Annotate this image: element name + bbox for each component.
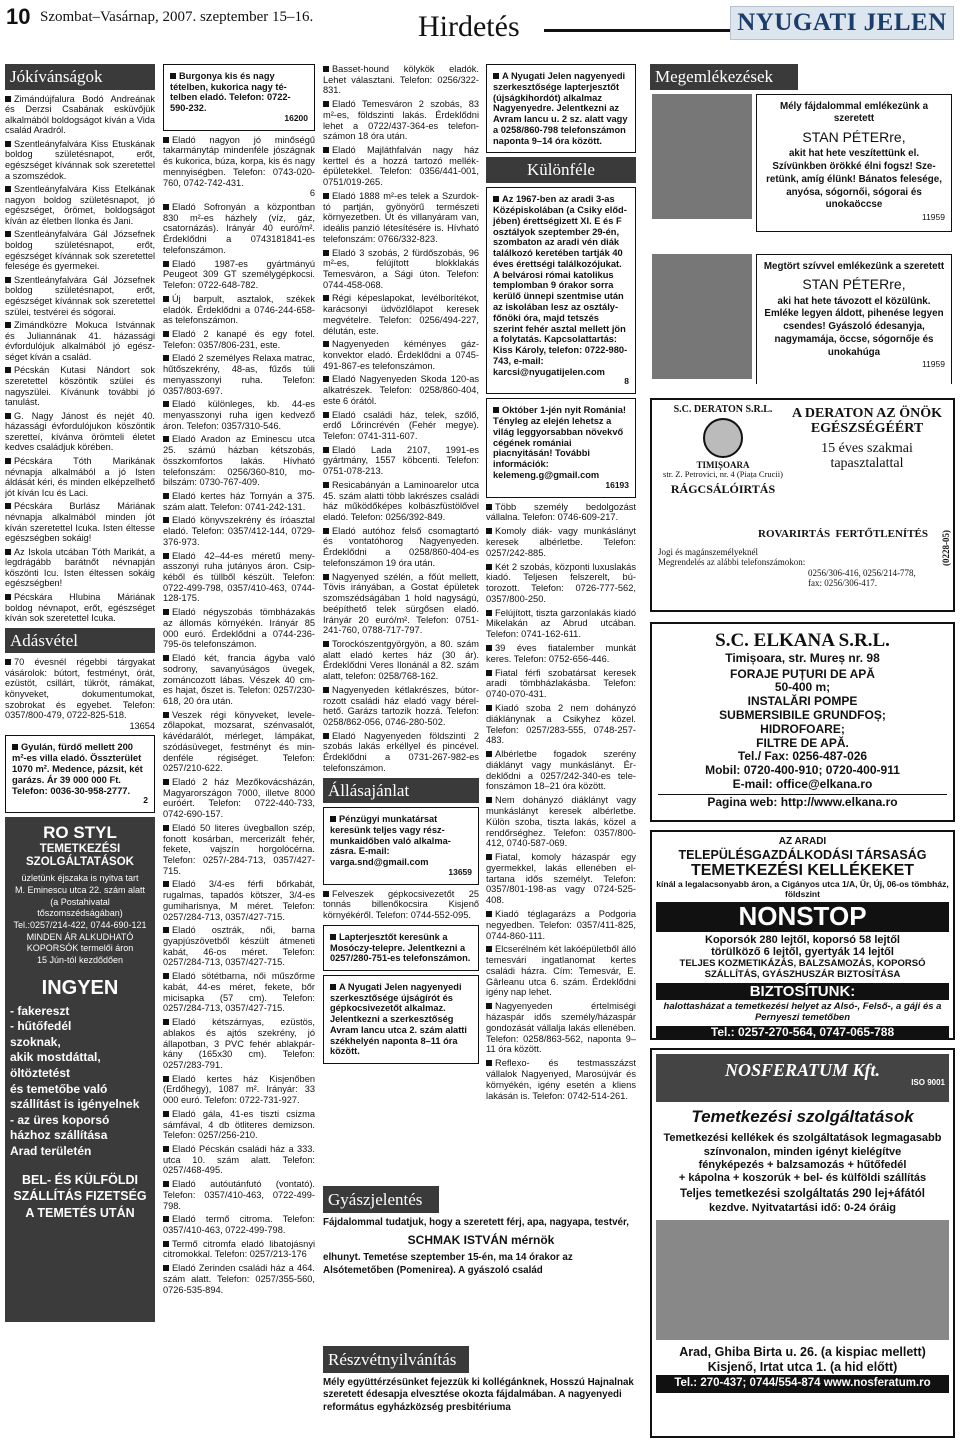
deraton-service-2: FERTŐTLENÍTÉS xyxy=(835,528,928,540)
sale-heading: Adásvétel xyxy=(5,628,155,654)
classified-text: Két 2 szobás, központi luxuslakás kiadó. Teljesen felszerelt, bútorozott. Telefon: 0726-777-562, 0357/800-250. xyxy=(486,561,636,604)
nosferatum-header xyxy=(656,1054,949,1102)
memorial-1-intro: Mély fájdalommal emlékezünk a szeretett xyxy=(779,100,929,125)
classified-item xyxy=(323,889,479,921)
nosferatum-title: Temetkezési szolgáltatások xyxy=(691,1107,914,1126)
classified-item xyxy=(323,572,479,636)
romania-box xyxy=(486,398,636,497)
classified-item xyxy=(486,502,636,524)
elkana-address: Timișoara, str. Mureș nr. 98 xyxy=(725,650,880,665)
classified-item xyxy=(163,653,315,707)
classified-text: Eladó Temesváron 2 szobás, 83 m²-es, földszinti lakás. Érdeklődni lehet a 0722/437-364-es telefonszámon 18 óra után. xyxy=(323,99,479,142)
classified-text: Eladó négyszobás tömbházakás az állomás környékén. Irányár 85 000 euró. Érdeklődni a 0744-236-795-ös telefonszámon. xyxy=(163,607,315,650)
classified-item xyxy=(323,248,479,291)
classified-text: Eladó Sofronyán a központban 830 m²-es házhely (víz, gáz, csatornázás). Irányár 40 euró/m². Érdeklődni a 0743181841-es telefonszámon. xyxy=(163,202,315,255)
job-box-1-text: Pénzügyi munkatársat keresünk teljes vagy részmunkaidőben való alkalmazásra. E-mail: varga.snd@gmail.com xyxy=(330,814,451,868)
nosferatum-photo xyxy=(656,1220,949,1340)
classified-text: Pécskára Hlubina Máriának boldog névnapot, erőt, egészséget kíván sok szeretettel Icuka. xyxy=(5,591,155,624)
ro-styl-line: MINDEN ÁR ALKUDHATÓ xyxy=(26,931,134,942)
reunion-ref: 8 xyxy=(624,376,629,387)
memorial-1-text: akit hat hete veszítettünk el. Szívünkben örökké élni fogsz! Szeretünk, amíg élünk! Bánatos felesége, anyósa, sógornői, sógorai és unokaöccse xyxy=(766,148,942,211)
memorial-2-ref: 11959 xyxy=(921,359,945,370)
classified-item xyxy=(163,202,315,256)
nonstop-line-4: halottasházat a temetkezési helyet az Alsó-, Felső-, a gáji és a Pernyeszi temetőben xyxy=(663,1001,942,1023)
ro-styl-line: üzletünk éjszaka is nyitva tart xyxy=(21,873,139,884)
classified-text: Eladó Nagyenyeden földszinti 2 szobás lakás erkéllyel és pincével. Érdeklődni a 0731-267-982-es telefonszámon. xyxy=(323,730,479,773)
nosferatum-iso: ISO 9001 xyxy=(911,1078,945,1087)
ro-styl-list xyxy=(10,1004,150,1160)
classified-item xyxy=(486,643,636,665)
potato-ad-text: Burgonya kis és nagy tételben, kukorica nagy tételben eladó. Telefon: 0722-590-232. xyxy=(170,71,291,114)
classified-text: Eladó Majláthfalván nagy ház kerttel és a hozzá tartozó melléképületekkel. Telefon: 0356/441-001, 0751/019-265. xyxy=(323,145,479,188)
job-box-2 xyxy=(323,925,479,971)
classified-text: Eladó kertes ház Kisjenőben (Erdőhegy), 1087 m². Irányár: 33 000 euró. Telefon: 0722-731-927. xyxy=(163,1073,315,1106)
classified-text: Több személy bedolgozást vállalna. Telefon: 0746-609-217. xyxy=(486,501,636,523)
elkana-line-2: 50-400 m; xyxy=(774,680,831,695)
ro-styl-line: M. Eminescu utca 22. szám alatt xyxy=(14,884,146,895)
classified-text: Nagyenyed szélén, a főút mellett, Tövis irányában, a Gostat épületek szomszédságában 1 hold nagyságú, beépíthető telek sürgősen eladó. Irányár 20 euró/m². Telefon: 0751-241-760, 0788-717-797. xyxy=(323,571,479,636)
memorial-2-text: aki hat hete távozott el közülünk. Emléke legyen áldott, pihenése legyen csendes! Gyászoló édesanyja, nagymamája, öccse, sógornője és unokahúga xyxy=(764,295,944,358)
ro-styl-list-item: szállítást is igényelnek xyxy=(10,1097,140,1112)
nonstop-line-3: TELJES KOZMETIKÁZÁS, BALZSAMOZÁS, KOPORSÓ SZÁLLÍTÁS, GYÁSZHUSZÁR BIZTOSÍTÁSA xyxy=(679,957,926,980)
nonstop-header-4: kínál a legalacsonyabb áron, a Cigányos utca 1/A, Űr, Új, 06-os tömbház, földszint xyxy=(656,879,949,900)
classified-item xyxy=(486,944,636,998)
classified-text: Eladó két, francia ágyba való sodrony, savanyúságos üvegek, zománcozott lábas. Vészek 40 cm-es hajat, őszet is. Telefon: 0257/230-618, 20 óra után. xyxy=(163,653,315,706)
classified-text: Felújított, tiszta garzonlakás kiadó Mikelakán az Abrud utcában. Telefon: 0741-162-611. xyxy=(486,607,636,640)
column-memorial xyxy=(650,64,955,384)
classified-item xyxy=(163,1144,315,1176)
classified-text: Eladó Lada 2107, 1991-es gyártmány, 1557 köbcenti. Telefon: 0751-078-213. xyxy=(323,444,479,477)
classified-text: Kiadó szoba 2 nem dohányzó diáklánynak a Csikyhez közel. Telefon: 0257/283-555, 0748-257-483. xyxy=(486,702,636,746)
classified-text: Zimándújfalura Bodó Andreának és Derzsi Csabának esküvőjük alkalmából boldogságot kíván a Vida család Aradról. xyxy=(5,93,155,136)
potato-ad-box xyxy=(163,64,315,131)
ro-styl-line: 15 Jún-tól kezdődően xyxy=(36,954,124,965)
deraton-title-area xyxy=(792,406,942,472)
classified-text: Kiadó téglagarázs a Podgoria negyedben. Telefon: 0357/411-825, 0744-860-111. xyxy=(486,909,636,941)
classified-item xyxy=(486,562,636,605)
classified-text: Reflexo- és testmasszázst vállalok Nagyenyed, Marosújvár és környékén, igény esetén a kliens lakásán is. Telefon: 0742-514-261. xyxy=(486,1058,636,1101)
romania-ref: 16193 xyxy=(605,479,629,490)
classified-text: Eladó könyvszekrény és íróasztal eladó. Telefon: 0357/412-144, 0729-376-973. xyxy=(163,515,315,547)
deraton-ad xyxy=(650,398,955,612)
condolence-notice xyxy=(323,1346,639,1440)
classified-text: Eladó Pécskán családi ház a 333. utca 10. szám alatt. Telefon: 0257/468-495. xyxy=(163,1143,315,1176)
classified-text: Eladó 2 ház Mezőkovácsházán, Magyarországon 7000, illetve 8000 euróért. Telefon: 0722-440-733, 0742-690-157. xyxy=(163,776,315,820)
deraton-title: A DERATON AZ ÖNÖK EGÉSZSÉGÉÉRT xyxy=(792,406,943,437)
ro-styl-footer: BEL- ÉS KÜLFÖLDI SZÁLLÍTÁS FIZETSÉG A TEMETÉS UTÁN xyxy=(13,1172,147,1221)
classified-text: Az Iskola utcában Tóth Marikát, a legdrágább barátnőt névnapján köszönti Icu. Isten éltessen sokáig egészségben! xyxy=(5,546,155,589)
ro-styl-list-item: szoknak, xyxy=(10,1034,61,1049)
classified-text: Pécskán Kutasi Nándort sok szeretettel köszöntik szülei és nagyszülei. Kívánunk további jó tanulást. xyxy=(5,365,155,408)
nosferatum-phone: Tel.: 270-437; 0744/554-874 www.nosferatum.ro xyxy=(656,1375,949,1393)
classified-item xyxy=(486,703,636,746)
classified-item xyxy=(486,909,636,941)
classified-item xyxy=(163,925,315,968)
job-box-1-ref: 13659 xyxy=(448,866,472,877)
classified-text: Szentleányfalvára Gál Józsefnek boldog születésnapot, erőt, egészséget kívánnak sok szeretettel felesége és gyermekei. xyxy=(5,229,155,272)
sale-list-2 xyxy=(163,135,315,1296)
deraton-side-ref: (0228-05) xyxy=(940,530,951,566)
elkana-line-6: FILTRE DE APĂ. xyxy=(756,735,849,750)
classified-item xyxy=(323,374,479,406)
classified-item xyxy=(163,777,315,820)
classified-text: Szentleányfalvára Gál Józsefnek boldog születésnapot, erőt, egészséget kívánnak sok szeretettel szülei, testvérei és sógorai. xyxy=(5,274,155,317)
classified-text: 70 évesnél régebbi tárgyakat vásárolok: bútort, festményt, órát, ezüstöt, csillárt, tükröt, rámákat, könyveket, dokumentumokat, szobrokat és egyebet. Telefon: 0357/800-479, 0722-825-518. xyxy=(5,657,155,721)
ro-styl-subtitle: TEMETKEZÉSI SZOLGÁLTATÁSOK xyxy=(26,842,134,868)
classified-text: Nem dohányzó diáklányt vagy munkáslányt keresek albérletbe. Külön szoba, tiszta lakás, közel a rendőrséghez. Telefon: 0357/800-412, 0740-587-069. xyxy=(486,795,636,849)
classified-item xyxy=(163,329,315,350)
classified-item xyxy=(323,526,479,569)
nosferatum-brand: NOSFERATUM Kft. xyxy=(724,1060,881,1080)
funeral-text: Fájdalommal tudatjuk, hogy a szeretett férj, apa, nagyapa, testvér, xyxy=(323,1217,629,1229)
classified-item xyxy=(163,823,315,877)
classified-text: Új barpult, asztalok, székek eladók. Érdeklődni a 0746-244-658-as telefonszámon. xyxy=(163,293,315,326)
classified-text: Eladó autóhoz felső csomagtartó és vontatóhorog Nagyenyeden. Érdeklődni a 0258/860-404-es telefonszámon 19 óra után. xyxy=(323,525,479,568)
classified-text: Torockószentgyörgyön, a 80. szám alatt eladó kertes ház (30 ár). Érdeklődni Veres Ilonánál a 82. szám alatt, telefon: 0258/768-162. xyxy=(323,638,479,682)
classified-text: Nagyenyeden kéményes gázkonvektor eladó. Érdeklődni a 0745-491-867-es telefonszámon. xyxy=(323,339,479,371)
classified-item xyxy=(5,320,155,362)
ro-styl-lines xyxy=(10,873,150,967)
classified-item xyxy=(5,365,155,407)
classified-text: Eladó 1987-es gyártmányú Peugeot 309 GT személygépkocsi. Telefon: 0722-648-782. xyxy=(163,258,315,291)
elkana-line-5: HIDROFOARE; xyxy=(760,721,845,736)
nonstop-header-3: TEMETKEZÉSI KELLÉKEKET xyxy=(690,861,915,879)
funeral-notice xyxy=(323,1186,639,1336)
deraton-logo xyxy=(658,404,788,497)
ro-styl-list-item: öltöztetést xyxy=(10,1066,70,1080)
classified-item xyxy=(5,657,155,731)
classified-item xyxy=(5,501,155,543)
classified-text: Eladó kertes ház Tornyán a 375. szám alatt. Telefon: 0741-242-131. xyxy=(163,491,315,512)
classified-text: Eladó sötétbarna, női műszőrme kabát, 44-es méret, fekete, bőr micisapka (57 cm). Telefon: 0257/284-713, 0357/427-715. xyxy=(163,971,315,1014)
classified-item xyxy=(486,526,636,558)
classified-item xyxy=(5,94,155,136)
ro-styl-line: tőszomszédságában) xyxy=(37,908,123,919)
job-box-1 xyxy=(323,807,479,884)
classified-item xyxy=(323,639,479,682)
nosferatum-line-1: Temetkezési kellékek és szolgáltatások legmagasabb színvonalon, minden igényt kielégítve xyxy=(663,1132,942,1158)
classified-text: Eladó termő citroma. Telefon: 0357/410-463, 0722-499-798. xyxy=(163,1214,315,1236)
nonstop-header-2: TELEPÜLÉSGAZDÁLKODÁSI TÁRSASÁG xyxy=(678,847,927,862)
elkana-web: Pagina web: http://www.elkana.ro xyxy=(658,794,947,810)
classified-item xyxy=(163,353,315,396)
classified-text: Szentleányfalvára Kiss Etuskának boldog születésnapot, erőt, egészséget kívánnak sok szeretettel a szomszédok. xyxy=(5,138,155,181)
classified-text: Szentleányfalvára Kiss Etelkának nagyon boldog születésnapot, jó egészséget, örömet, boldogságot kíván az életben Ilonka és Jani. xyxy=(5,184,155,226)
portrait-2 xyxy=(652,254,752,379)
nonstop-phone: Tel.: 0257-270-564, 0747-065-788 xyxy=(656,1026,949,1040)
misc-heading: Különféle xyxy=(486,157,636,183)
classified-item xyxy=(323,293,479,336)
nosferatum-line-3: + kápolna + koszorúk + bel- és külföldi szállítás xyxy=(678,1171,927,1184)
issue-date: Szombat–Vasárnap, 2007. szeptember 15–16. xyxy=(40,9,314,25)
nonstop-ad xyxy=(650,830,955,1040)
nonstop-line-2: törülköző 6 lejtől, gyertyák 14 lejtől xyxy=(711,946,894,959)
page-number: 10 xyxy=(6,4,31,29)
greetings-list xyxy=(5,94,155,624)
job-box-3-text: A Nyugati Jelen nagyenyedi szerkesztősége újságírót és gépkocsivezetőt alkalmaz. Jelentkezni a szerkesztőség Avram Iancu utca 2. szám alatti székhelyén naponta 8–11 óra között. xyxy=(330,982,467,1057)
classified-item xyxy=(163,1109,315,1141)
funeral-text-2: elhunyt. Temetése szeptember 15-én, ma 14 órakor az Alsótemetőben (Pomenirea). A gyászoló család xyxy=(323,1252,573,1276)
reunion-text: Az 1967-ben az aradi 3-as Középiskolában (a Csiky elődjében) érettségizett XI. E és F osztályok szeptember 29-én, szombaton az aradi vén diák találkozó keretében tartják 40 éves érettségi találkozójukat. A belvárosi római katolikus templomban 9 órakor sorra kerülő ünnepi szentmise után az iskolában lesz az osztályfőnöki óra, majd tetszés szerint fehér asztal mellett jön a folytatás. Kapcsolattartás: Kiss Károly, telefon: 0722-980-743, e-mail: karcsi@nyugatijelen.com xyxy=(493,194,628,377)
classified-text: Eladó 50 literes üvegballon szép, fonott kosárban, mercerizált fehér, fekete, vajszín horgolócérna. Telefon: 0257/-284-713, 0357/427-715. xyxy=(163,822,315,876)
nosferatum-address-2: Kisjenő, Irtat utca 1. (a hid előtt) xyxy=(707,1360,898,1375)
potato-ad-ref: 16200 xyxy=(284,112,308,123)
job-box-3 xyxy=(323,975,479,1064)
romania-text: Október 1-jén nyit Románia! Tényleg az elején lehetsz a világ leggyorsabban növekvő cégének romániai piacnyitásán! További információk: kelemeng.g@gmail.com xyxy=(493,405,626,481)
classified-text: Pécskára Burlász Máriának névnapja alkalmából minden jót kíván szeretettel Icuka. Isten éltesse egészségben sokáig! xyxy=(5,501,155,544)
sale-list xyxy=(5,657,155,731)
classified-text: Nagyenyeden értelmiségi házaspár idős személy/házaspár gondozását vállalja lakás ellenében. Telefon: 0258/863-562, naponta 9–11 óra között. xyxy=(486,1001,636,1055)
elkana-line-1: FORAJE PUȚURI DE APĂ xyxy=(730,666,875,681)
classified-text: Elcserélném két lakóépületből álló temesvári ingatlanomat kertes családi házra. Cím: Temesvár, E. Gârleanu utca 6. szám. Érdeklődni igény nap lehet. xyxy=(486,944,636,998)
ro-styl-list-item: - hűtőfedél xyxy=(10,1019,72,1034)
classified-item xyxy=(163,1017,315,1071)
nosferatum-address: Arad, Ghiba Birta u. 26. (a kispiac mellett) xyxy=(679,1345,926,1360)
villa-ad-box xyxy=(5,735,155,813)
classified-text: Eladó 42–44-es méretű menyasszonyi ruha jutányos áron. Csipkéből és tüllből készült. Telefon: 0722-499-798, 0357/410-463, 0744-128-175. xyxy=(163,550,315,604)
newspaper-logo: NYUGATI JELEN xyxy=(730,6,954,40)
misc-list xyxy=(486,502,636,1102)
classified-item xyxy=(163,1074,315,1106)
classified-item xyxy=(486,852,636,906)
classified-item xyxy=(163,434,315,488)
elkana-email: E-mail: office@elkana.ro xyxy=(732,777,873,792)
deraton-service-1: ROVARIRTÁS xyxy=(758,528,831,540)
classified-item xyxy=(323,410,479,442)
classified-text: Eladó 2 személyes Relaxa matrac, hűtőszekrény, 48-as, fűzős túli menyasszonyi ruha. Telefon: 0357/803-697. xyxy=(163,353,315,396)
ro-styl-list-item: - fakereszt xyxy=(10,1003,70,1018)
funeral-heading: Gyászjelentés xyxy=(323,1186,439,1213)
classified-item xyxy=(5,275,155,317)
classified-item xyxy=(163,710,315,774)
deraton-address: str. Z. Petrovici, nr. 4 (Piața Crucii) xyxy=(663,469,783,480)
classified-item xyxy=(5,456,155,498)
classified-item xyxy=(163,879,315,922)
elkana-title: S.C. ELKANA S.R.L. xyxy=(715,630,890,651)
classified-item xyxy=(323,191,479,245)
portrait-1 xyxy=(652,94,752,219)
classified-text: Eladó Aradon az Eminescu utca 25. számú házban kétszobás, összkomfortos lakás. Hívható telefonszám: 0256/360-810, mobilszám: 0730-767-409. xyxy=(163,434,315,488)
classified-item xyxy=(163,491,315,512)
classified-text: Eladó nagyon jó minőségű takarmánytáp mindenféle jószágnak és kukorica, búza, korpa, kis és nagy mennyiségben. Telefon: 0743-020-760, 0742-742-431. xyxy=(163,134,315,188)
classified-item xyxy=(486,749,636,792)
classified-text: Albérletbe fogadok szerény diáklányt vagy munkáslányt. Érdeklődni a 0257/242-340-es telefonszámon 18–21 óra között. xyxy=(486,749,636,792)
deraton-brand: S.C. DERATON S.R.L. xyxy=(673,404,773,415)
classified-item xyxy=(486,795,636,849)
distributor-box xyxy=(486,64,636,153)
classified-item xyxy=(163,399,315,431)
memorial-1-name: STAN PÉTERre, xyxy=(802,129,906,146)
classified-item xyxy=(163,135,315,199)
nosferatum-ad xyxy=(650,1048,955,1438)
funeral-name: SCHMAK ISTVÁN mérnök xyxy=(407,1233,555,1248)
classified-item xyxy=(5,184,155,226)
ro-styl-list-item: és temetőbe való xyxy=(10,1081,108,1096)
classified-text: 39 éves fiatalember munkát keres. Telefon: 0752-656-446. xyxy=(486,643,636,664)
classified-item xyxy=(163,607,315,650)
sale-list-3 xyxy=(323,64,479,774)
ro-styl-list-item: - az üres koporsó xyxy=(10,1112,110,1127)
classified-ref: 13654 xyxy=(129,720,155,731)
classified-text: Felveszek gépkocsivezetőt 25 tonnás billenőkocsira Kisjenő környékéről. Telefon: 0744-552-095. xyxy=(323,888,479,921)
deraton-clients: Jogi és magánszemélyeknél xyxy=(658,546,758,557)
classified-item xyxy=(323,731,479,774)
deraton-emblem xyxy=(703,418,743,458)
nonstop-header-1: AZ ARADI xyxy=(778,836,827,847)
job-list xyxy=(323,889,479,921)
classified-item xyxy=(163,515,315,547)
elkana-ad xyxy=(650,622,955,822)
classified-item xyxy=(163,971,315,1014)
ro-styl-line: KOPORSÓK termelői áron xyxy=(26,943,134,954)
classified-item xyxy=(163,294,315,326)
classified-item xyxy=(163,1263,315,1295)
classified-text: Eladó 3 szobás, 2 fürdőszobás, 96 m²-es, felújított blokklakás Temesváron, a Sági úton. Telefon: 0744-458-068. xyxy=(323,247,479,290)
classified-text: Eladó 1888 m²-es telek a Szurdok-tó partján, gyönyörű természeti környezetben. Út és villanyáram van, ideális panzió létesítésére is. Hívható telefonszám: 0766/332-823. xyxy=(323,190,479,244)
ro-styl-ad xyxy=(5,817,155,1322)
header-rule xyxy=(544,29,734,32)
nosferatum-line-5: kezdve. Nyitvatartási idő: 0-24 óráig xyxy=(708,1201,897,1214)
classified-item xyxy=(323,99,479,142)
classified-item xyxy=(323,445,479,477)
job-box-2-text: Lapterjesztőt keresünk a Mosóczy-telepre. Jelentkezni a 0257/280-751-es telefonszámon. xyxy=(330,931,471,964)
nosferatum-line-4: Teljes temetkezési szolgáltatás 290 lej+áfától xyxy=(680,1188,925,1201)
classified-text: Eladó Nagyenyeden Skoda 120-as alkatrészek. Telefon: 0258/860-404, este 6 órától. xyxy=(323,374,479,406)
column-sale-2 xyxy=(163,64,315,1440)
classified-item xyxy=(323,64,479,96)
elkana-line-3: INSTALĂRI POMPE xyxy=(747,694,858,709)
elkana-phone: Tel./ Fax: 0256-487-026 xyxy=(737,749,868,764)
classified-item xyxy=(323,339,479,371)
classified-text: Eladó családi ház, telek, szőlő, erdő Lőrincrévén (Fehér megye). Telefon: 0741-311-607. xyxy=(323,409,479,441)
classified-text: Komoly diák- vagy munkáslányt keresek albérletbe. Telefon: 0257/242-885. xyxy=(486,526,636,558)
distributor-text: A Nyugati Jelen nagyenyedi szerkesztősége lapterjesztőt (újságkihordót) alkalmaz Nagyenyedre. Jelentkezni az Avram Iancu u. 2 sz. alatt vagy a 0258/860-798 telefonszámon naponta 9–14 óra között. xyxy=(493,71,628,146)
ro-styl-line: (a Postahivatal xyxy=(50,896,110,907)
elkana-line-4: SUBMERSIBILE GRUNDFOȘ; xyxy=(719,708,886,723)
classified-item xyxy=(163,1239,315,1260)
section-title: Hirdetés xyxy=(418,10,520,43)
classified-text: Eladó Zerinden családi ház a 464. szám alatt. Telefon: 0257/355-560, 0726-535-894. xyxy=(163,1263,315,1295)
job-heading: Állásajánlat xyxy=(323,778,479,804)
elkana-mobile: Mobil: 0720-400-910; 0720-400-911 xyxy=(705,763,900,778)
classified-item xyxy=(163,1179,315,1211)
memorial-2-intro: Megtört szívvel emlékezünk a szeretett xyxy=(763,260,945,272)
classified-text: Eladó autóutánfutó (vontató). Telefon: 0357/410-463, 0722-499-798. xyxy=(163,1179,315,1211)
nonstop-banner-2: BIZTOSÍTUNK: xyxy=(656,983,949,1000)
memorial-2 xyxy=(756,254,952,384)
classified-text: Fiatal, komoly házaspár egy gyermekkel, lakás ellenében eltartana idős személyt. Telefon: 0357/801-198-as vagy 0724-525-408. xyxy=(486,852,636,906)
deraton-order: Megrendelés az alábbi telefonszámokon: xyxy=(658,557,806,568)
villa-ad-ref: 2 xyxy=(143,795,148,806)
classified-text: Eladó 2 kanapé és egy fotel. Telefon: 0357/806-231, este. xyxy=(163,328,315,350)
classified-item xyxy=(5,547,155,589)
classified-text: Eladó kétszárnyas, ezüstös, ablakos és ajtós szekrény, jó állapotban, 3 PVC fehér ablakpárkány (165x30 cm). Telefon: 0257/283-791. xyxy=(163,1017,315,1070)
classified-item xyxy=(323,685,479,728)
reunion-box xyxy=(486,187,636,394)
villa-ad-text: Gyulán, fürdő mellett 200 m²-es villa eladó. Összterület 1070 m². Medence, pázsit, két garázs. Ár 39 000 000 Ft. Telefon: 0036-30-958-2777. xyxy=(12,741,143,796)
classified-item xyxy=(486,1001,636,1055)
classified-item xyxy=(5,139,155,181)
classified-item xyxy=(5,592,155,624)
memorial-heading: Megemlékezések xyxy=(650,64,798,90)
classified-text: Eladó gála, 41-es tiszti csizma sámfával, 4 db ötliteres demizson. Telefon: 0257/256-210. xyxy=(163,1108,315,1141)
classified-item xyxy=(163,259,315,291)
memorial-area xyxy=(650,94,955,384)
ro-styl-list-item: házhoz szállítása xyxy=(10,1128,108,1143)
classified-item xyxy=(486,608,636,640)
classified-text: Pécskára Tóth Marikának névnapja alkalmából a jó Isten áldását kéri, és minden elképzelhető jót kíván Icu és Laci. xyxy=(5,456,155,498)
classified-text: G. Nagy Jánost és nejét 40. házassági évfordulójukon köszöntik szeretteí, kívánva örömteli életet kedves családjuk körében. xyxy=(5,410,155,453)
classified-text: Basset-hound kölykök eladók. Lehet választani. Telefon: 0256/322-831. xyxy=(323,64,479,96)
condolence-heading: Részvétnyilvánítás xyxy=(323,1346,469,1373)
ro-styl-list-item: akik mostdáttal, xyxy=(10,1050,101,1065)
classified-text: Eladó különleges, kb. 44-es menyasszonyi ruha igen kedvező áron. Telefon: 0357/310-546. xyxy=(163,399,315,431)
classified-text: Veszek régi könyveket, levelezőlapokat, mozsarat, szénvasalót, kávédarálót, mérleget, lámpákat, szódásüveget, festményt és mindenféle régiséget. Telefon: 0257/210-622. xyxy=(163,709,315,774)
memorial-1-ref: 11959 xyxy=(921,212,945,223)
classified-text: Eladó 3/4-es férfi bőrkabát, rugalmas, tapadós kötszer, 3/4-es gumiharisnya, M méret. Telefon: 0257/284-713, 0357/427-715. xyxy=(163,879,315,922)
classified-text: Régi képeslapokat, levélborítékot, karácsonyi üdvözlőlapot keresek megvételre. Telefon: 0256/494-227, délután, este. xyxy=(323,293,479,336)
classified-item xyxy=(486,668,636,700)
classified-text: Nagyenyeden kétlakrészes, bútorrozott családi ház eladó vagy bérelhető. Garázs tartozik hozzá. Telefon: 0258/862-056, 0746-280-502. xyxy=(323,684,479,727)
deraton-phones: 0256/306-416, 0256/214-778, fax: 0256/306-417. xyxy=(808,567,916,589)
ro-styl-list-item: Arad területén xyxy=(10,1143,92,1158)
deraton-service: RÁGCSÁLÓIRTÁS xyxy=(670,481,776,496)
ro-styl-banner: INGYEN xyxy=(41,976,119,999)
page-header xyxy=(0,0,960,48)
classified-item xyxy=(323,145,479,188)
classified-text: Zimándközre Mokuca Istvánnak és Juliannának 41. házassági évfordulójuk alkalmából jó egészséget kíván a család. xyxy=(5,320,155,362)
nonstop-banner: NONSTOP xyxy=(656,902,949,932)
classified-item xyxy=(163,1214,315,1235)
deraton-city: TIMIȘOARA xyxy=(696,459,750,470)
memorial-1 xyxy=(756,94,952,232)
classified-text: Fiatal férfi szobatársat keresek aradi tömbházlakásba. Telefon: 0740-070-431. xyxy=(486,667,636,700)
classified-item xyxy=(486,1058,636,1101)
nosferatum-line-2: fényképezés + balzsamozás + hűtőfedél xyxy=(698,1158,907,1171)
deraton-subtitle: 15 éves szakmai tapasztalattal xyxy=(821,440,913,472)
column-greetings xyxy=(5,64,155,1440)
greetings-heading: Jókívánságok xyxy=(5,64,155,90)
classified-text: Eladó osztrák, női, barna gyapjúszövetből készült átmeneti kabát, 46-os méret. Telefon: 0257/284-713, 0357/427-715. xyxy=(163,925,315,968)
ro-styl-line: Tel.:0257/214-422, 0744-690-121 xyxy=(13,919,147,930)
classified-item xyxy=(163,551,315,605)
classified-item xyxy=(5,229,155,271)
classified-text: Resicabányán a Laminoarelor utca 45. szám alatti több lakrészes családi ház működőképes kolbászfüstölővel eladó. Telefon: 0256/392-849. xyxy=(323,479,479,523)
nonstop-line-1: Koporsók 280 lejtől, koporsó 58 lejtől xyxy=(705,933,900,946)
memorial-2-name: STAN PÉTERre, xyxy=(802,276,906,293)
deraton-services xyxy=(658,528,928,589)
classified-ref: 6 xyxy=(309,188,315,199)
classified-item xyxy=(323,480,479,523)
ro-styl-title: RO STYL xyxy=(43,823,117,843)
classified-item xyxy=(5,411,155,453)
classified-text: Termő citromfa eladó libatojásnyi citromokkal. Telefon: 0257/213-176 xyxy=(163,1238,315,1260)
condolence-text: Mély együttérzésünket fejezzük ki kollégánknek, Hosszú Hajnalnak szeretett édesapja elvesztése okozta fájdalmában. A nagyenyedi református egyházközség presbitériuma xyxy=(323,1377,634,1413)
